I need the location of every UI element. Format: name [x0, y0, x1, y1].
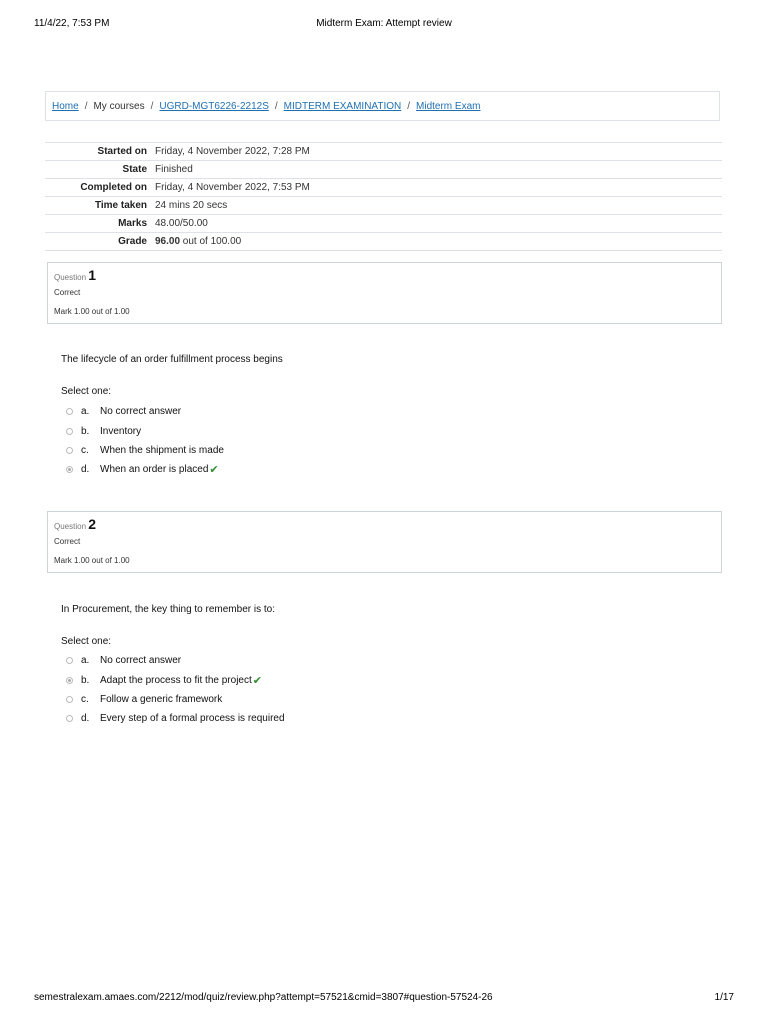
option-text: Inventory [100, 425, 142, 437]
option-text: Adapt the process to fit the project [100, 674, 252, 686]
answer-option-b[interactable] [66, 421, 224, 440]
summary-value: 24 mins 20 secs [155, 200, 228, 211]
print-header [34, 18, 734, 32]
radio-button[interactable] [66, 408, 73, 415]
summary-row-marks [45, 215, 722, 233]
radio-button[interactable] [66, 696, 73, 703]
question-state: Correct [54, 288, 81, 297]
question-2-answers [66, 651, 285, 729]
option-letter: d. [81, 713, 90, 725]
question-number: 2 [88, 516, 97, 532]
answer-option-a[interactable] [66, 651, 285, 670]
option-letter: b. [81, 425, 90, 437]
grade-total: out of 100.00 [180, 236, 242, 247]
radio-button-selected[interactable] [66, 466, 73, 473]
option-letter: a. [81, 655, 90, 667]
answer-option-b[interactable] [66, 670, 285, 689]
check-icon: ✔ [252, 674, 262, 687]
option-letter: c. [81, 444, 89, 456]
radio-button-selected[interactable] [66, 677, 73, 684]
breadcrumb-exam-link[interactable]: Midterm Exam [416, 100, 481, 112]
summary-value: 48.00/50.00 [155, 218, 208, 229]
option-letter: b. [81, 674, 90, 686]
option-text: When an order is placed [100, 464, 209, 476]
radio-button[interactable] [66, 657, 73, 664]
question-state: Correct [54, 537, 81, 546]
question-1-info [47, 262, 722, 324]
option-text: No correct answer [100, 655, 182, 667]
breadcrumb-separator: / [274, 100, 278, 112]
breadcrumb-my-courses: My courses [93, 100, 145, 112]
summary-label: Time taken [94, 200, 147, 211]
question-2-text: In Procurement, the key thing to remember is to: [61, 604, 275, 615]
answer-option-c[interactable] [66, 441, 224, 460]
grade-score: 96.00 [155, 236, 181, 247]
question-2-prompt: Select one: [61, 636, 112, 647]
summary-label: Started on [97, 146, 147, 157]
summary-row-started [45, 143, 722, 161]
summary-value: Friday, 4 November 2022, 7:53 PM [155, 182, 310, 193]
option-letter: c. [81, 693, 89, 705]
answer-option-a[interactable] [66, 402, 224, 421]
breadcrumb-section-link[interactable]: MIDTERM EXAMINATION [283, 100, 402, 112]
breadcrumb-home-link[interactable]: Home [52, 100, 79, 112]
option-text: No correct answer [100, 406, 182, 418]
option-text: When the shipment is made [100, 444, 224, 456]
attempt-summary-table [45, 142, 722, 251]
print-page-number: 1/17 [714, 992, 734, 1003]
summary-row-state [45, 161, 722, 179]
question-mark: Mark 1.00 out of 1.00 [54, 307, 130, 316]
print-date: 11/4/22, 7:53 PM [34, 18, 110, 29]
print-title: Midterm Exam: Attempt review [316, 18, 452, 29]
question-1-prompt: Select one: [61, 386, 112, 397]
summary-label: Completed on [80, 182, 147, 193]
breadcrumb [45, 91, 720, 121]
question-label: Question [54, 273, 87, 282]
option-letter: a. [81, 406, 90, 418]
breadcrumb-separator: / [407, 100, 411, 112]
print-footer [34, 992, 734, 1006]
radio-button[interactable] [66, 715, 73, 722]
radio-button[interactable] [66, 428, 73, 435]
answer-option-d[interactable] [66, 709, 285, 728]
print-url: semestralexam.amaes.com/2212/mod/quiz/review.php?attempt=57521&cmid=3807#question-57524-26 [34, 992, 493, 1003]
summary-row-completed [45, 179, 722, 197]
summary-value: Friday, 4 November 2022, 7:28 PM [155, 146, 310, 157]
check-icon: ✔ [209, 464, 219, 477]
question-2-info [47, 511, 722, 573]
breadcrumb-separator: / [84, 100, 88, 112]
summary-row-time-taken [45, 197, 722, 215]
summary-label: Grade [118, 236, 147, 247]
question-1-text: The lifecycle of an order fulfillment process begins [61, 354, 283, 365]
breadcrumb-course-link[interactable]: UGRD-MGT6226-2212S [159, 100, 269, 112]
summary-value [155, 233, 722, 251]
answer-option-d[interactable] [66, 460, 224, 479]
option-text: Follow a generic framework [100, 693, 223, 705]
question-1-answers [66, 402, 224, 480]
summary-value: Finished [155, 164, 193, 175]
question-mark: Mark 1.00 out of 1.00 [54, 556, 130, 565]
summary-label: Marks [118, 218, 147, 229]
option-letter: d. [81, 464, 90, 476]
summary-row-grade [45, 233, 722, 251]
question-label: Question [54, 522, 87, 531]
option-text: Every step of a formal process is required [100, 713, 285, 725]
summary-label: State [122, 164, 147, 175]
question-number: 1 [88, 267, 97, 283]
breadcrumb-separator: / [150, 100, 154, 112]
radio-button[interactable] [66, 447, 73, 454]
answer-option-c[interactable] [66, 690, 285, 709]
